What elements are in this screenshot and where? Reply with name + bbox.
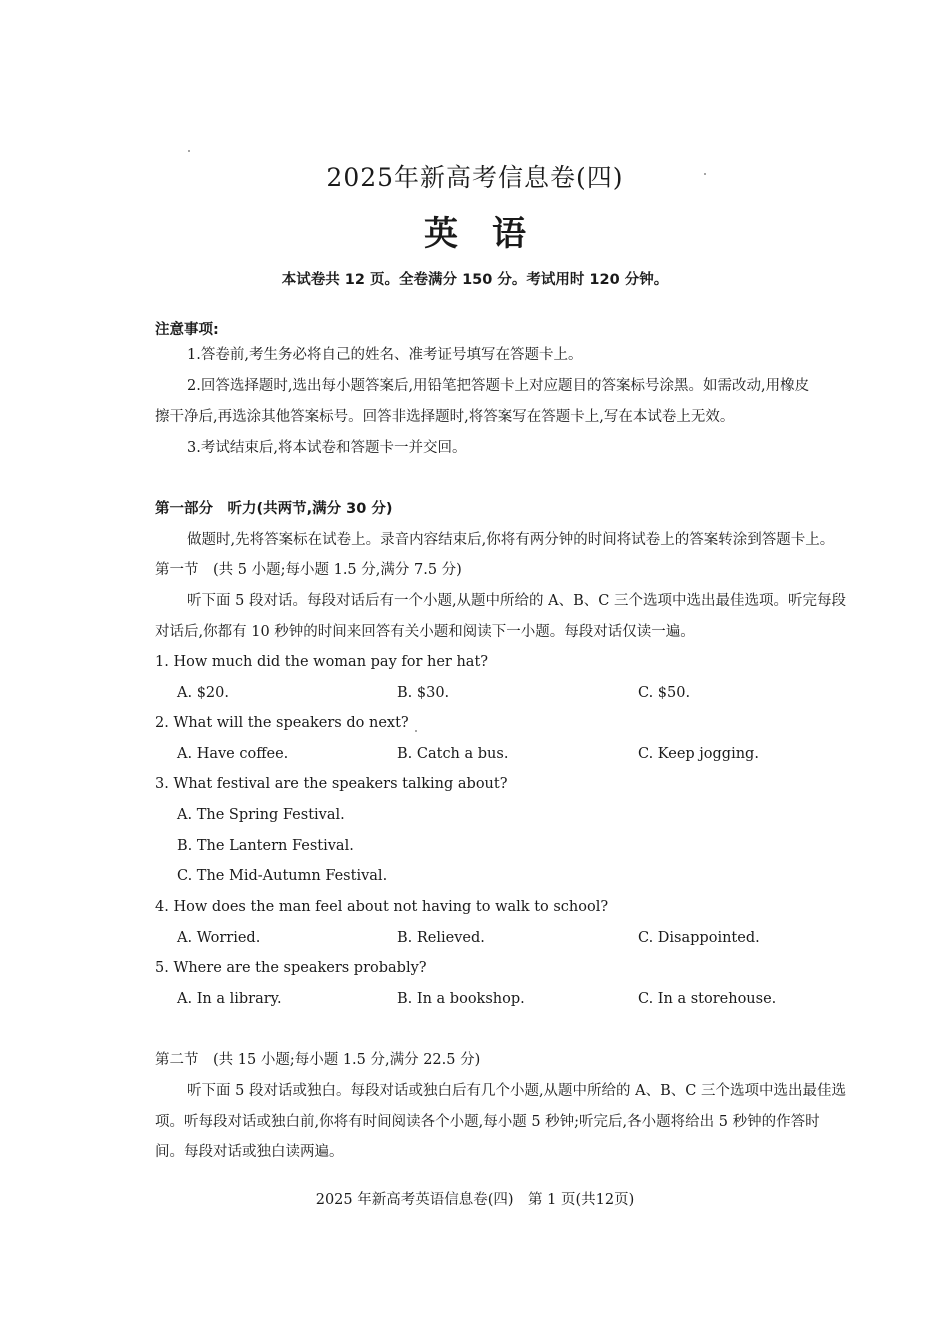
exam-info: 本试卷共 12 页。全卷满分 150 分。考试用时 120 分钟。 [281, 272, 669, 288]
question-5-option-b: B. In a bookshop. [397, 991, 525, 1007]
question-1-option-c: C. $50. [638, 685, 691, 701]
question-1: 1. How much did the woman pay for her hat? [155, 654, 489, 670]
question-3-option-b: B. The Lantern Festival. [177, 838, 354, 854]
notice-item-2-line-2: 擦干净后,再选涂其他答案标号。回答非选择题时,将答案写在答题卡上,写在本试卷上无效。 [155, 409, 735, 425]
notice-item-1: 1.答卷前,考生务必将自己的姓名、准考证号填写在答题卡上。 [187, 347, 583, 363]
question-3-option-c: C. The Mid-Autumn Festival. [177, 868, 388, 884]
notice-heading: 注意事项: [155, 322, 219, 338]
subject-title: 英语 [424, 214, 560, 254]
question-2-option-b: B. Catch a bus. [397, 746, 509, 762]
question-4-option-c: C. Disappointed. [638, 930, 760, 946]
question-3-option-a: A. The Spring Festival. [177, 807, 345, 823]
scan-speck [415, 730, 417, 732]
question-1-option-b: B. $30. [397, 685, 450, 701]
section1-instruction-line-1: 听下面 5 段对话。每段对话后有一个小题,从题中所给的 A、B、C 三个选项中选出最佳选项。听完每段 [187, 593, 846, 609]
question-4-option-a: A. Worried. [177, 930, 261, 946]
question-2: 2. What will the speakers do next? [155, 715, 409, 731]
page-footer: 2025 年新高考英语信息卷(四) 第 1 页(共12页) [315, 1192, 635, 1208]
scan-speck [188, 150, 190, 152]
section2-heading: 第二节 (共 15 小题;每小题 1.5 分,满分 22.5 分) [155, 1052, 481, 1068]
question-5-option-c: C. In a storehouse. [638, 991, 777, 1007]
question-2-option-a: A. Have coffee. [177, 746, 289, 762]
section1-heading: 第一节 (共 5 小题;每小题 1.5 分,满分 7.5 分) [155, 562, 462, 578]
notice-item-3: 3.考试结束后,将本试卷和答题卡一并交回。 [187, 440, 467, 456]
question-1-option-a: A. $20. [177, 685, 229, 701]
question-5-option-a: A. In a library. [177, 991, 282, 1007]
section2-instruction-line-2: 项。听每段对话或独白前,你将有时间阅读各个小题,每小题 5 秒钟;听完后,各小题将给出 5 秒钟的作答时 [155, 1114, 820, 1130]
section1-instruction-line-2: 对话后,你都有 10 秒钟的时间来回答有关小题和阅读下一小题。每段对话仅读一遍。 [155, 624, 695, 640]
part1-instruction: 做题时,先将答案标在试卷上。录音内容结束后,你将有两分钟的时间将试卷上的答案转涂到答题卡上。 [187, 532, 835, 548]
notice-item-2-line-1: 2.回答选择题时,选出每小题答案后,用铅笔把答题卡上对应题目的答案标号涂黑。如需改动,用橡皮 [187, 378, 810, 394]
scan-speck [704, 173, 706, 175]
question-4-option-b: B. Relieved. [397, 930, 485, 946]
question-3: 3. What festival are the speakers talking about? [155, 776, 508, 792]
question-4: 4. How does the man feel about not having to walk to school? [155, 899, 609, 915]
question-2-option-c: C. Keep jogging. [638, 746, 759, 762]
part1-heading: 第一部分 听力(共两节,满分 30 分) [155, 501, 393, 517]
section2-instruction-line-1: 听下面 5 段对话或独白。每段对话或独白后有几个小题,从题中所给的 A、B、C 三个选项中选出最佳选 [187, 1083, 846, 1099]
question-5: 5. Where are the speakers probably? [155, 960, 427, 976]
section2-instruction-line-3: 间。每段对话或独白读两遍。 [155, 1144, 344, 1160]
exam-title: 2025年新高考信息卷(四) [326, 163, 624, 192]
